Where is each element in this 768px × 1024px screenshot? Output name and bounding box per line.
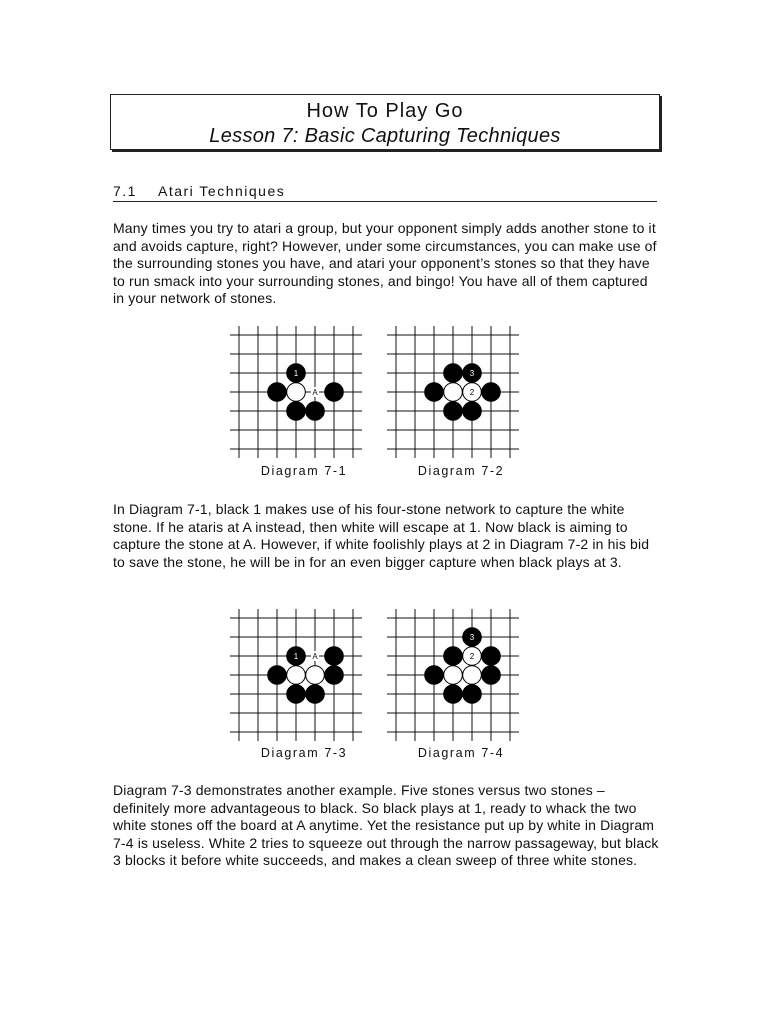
black-stone (268, 666, 287, 685)
go-diagram-7-3 (230, 609, 362, 741)
black-stone (287, 402, 306, 421)
black-stone (482, 666, 501, 685)
diagram-caption: Diagram 7-1 (260, 464, 348, 478)
lesson-subtitle: Lesson 7: Basic Capturing Techniques (209, 125, 561, 147)
point-label: A (312, 652, 318, 661)
go-diagram-7-4 (387, 609, 519, 741)
black-stone (306, 402, 325, 421)
black-stone (444, 647, 463, 666)
board-grid (387, 326, 519, 458)
section-title: Atari Techniques (158, 183, 286, 199)
white-stone (287, 666, 306, 685)
black-stone (482, 383, 501, 402)
point-label: A (312, 388, 318, 397)
board-grid (387, 609, 519, 741)
white-stone (444, 666, 463, 685)
paragraph-diagram-7-3-7-4: Diagram 7-3 demonstrates another example. Five stones versus two stones – definitely more advantageous to black. So black plays at 1, ready to whack the two white stones off the board at A anytime. Yet the resistance put up by white in Diagram 7-4 is useless. White 2 tries to squeeze out through the narrow passageway, but black 3 blocks it before white succeeds, and makes a clean sweep of three white stones. (113, 782, 659, 868)
black-stone (425, 383, 444, 402)
diagram-caption: Diagram 7-2 (417, 464, 505, 478)
go-diagram-7-1 (230, 326, 362, 458)
move-number: 3 (469, 632, 475, 642)
board-grid (230, 326, 362, 458)
move-number: 3 (469, 368, 475, 378)
black-stone (287, 685, 306, 704)
black-stone (463, 685, 482, 704)
black-stone (444, 364, 463, 383)
black-stone (325, 647, 344, 666)
board-grid (230, 609, 362, 741)
black-stone (325, 666, 344, 685)
move-number: 2 (469, 651, 475, 661)
move-number: 2 (469, 387, 475, 397)
white-stone (287, 383, 306, 402)
paragraph-intro: Many times you try to atari a group, but your opponent simply adds another stone to it and avoids capture, right? However, under some circumstances, you can make use of the surrounding stones you have, and atari your opponent’s stones so that they have to run smack into your surrounding stones, and bingo! You have all of them captured in your network of stones. (113, 220, 657, 306)
black-stone (444, 402, 463, 421)
move-number: 1 (293, 368, 299, 378)
black-stone (325, 383, 344, 402)
move-number: 1 (293, 651, 299, 661)
black-stone (268, 383, 287, 402)
white-stone (444, 383, 463, 402)
black-stone (306, 685, 325, 704)
black-stone (425, 666, 444, 685)
black-stone (463, 402, 482, 421)
page-title: How To Play Go (306, 100, 464, 122)
black-stone (444, 685, 463, 704)
go-diagram-7-2 (387, 326, 519, 458)
section-heading (113, 183, 657, 202)
black-stone (482, 647, 501, 666)
white-stone (306, 666, 325, 685)
white-stone (463, 666, 482, 685)
section-number: 7.1 (113, 183, 137, 199)
paragraph-diagram-7-1-7-2: In Diagram 7-1, black 1 makes use of his four-stone network to capture the white stone. If he ataris at A instead, then white will escape at 1. Now black is aiming to capture the stone at A. However, if white foolishly plays at 2 in Diagram 7-2 in his bid to save the stone, he will be in for an even bigger capture when black plays at 3. (113, 501, 650, 570)
diagram-caption: Diagram 7-4 (417, 746, 505, 760)
diagram-caption: Diagram 7-3 (260, 746, 348, 760)
lesson-title-box (110, 94, 660, 150)
